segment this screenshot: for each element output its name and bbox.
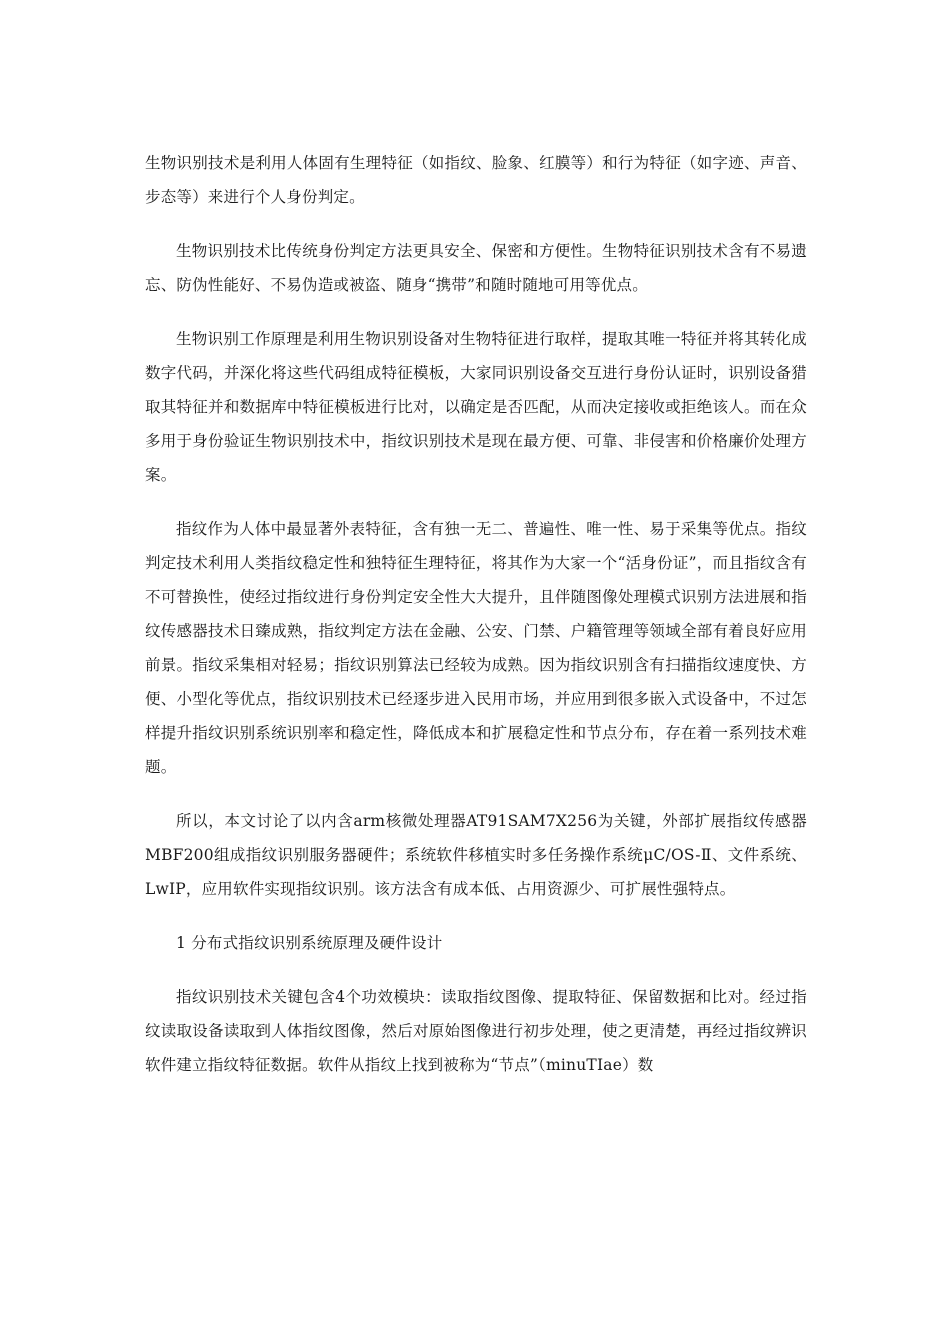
paragraph-principle: 生物识别工作原理是利用生物识别设备对生物特征进行取样，提取其唯一特征并将其转化成数字代码，并深化将这些代码组成特征模板，大家同识别设备交互进行身份认证时，识别设备猎取其特征并和数据库中特征模板进行比对，以确定是否匹配，从而决定接收或拒绝该人。而在众多用于身份验证生物识别技术中，指纹识别技术是现在最方便、可靠、非侵害和价格廉价处理方案。 (145, 330, 807, 484)
paragraph-intro: 生物识别技术是利用人体固有生理特征（如指纹、脸象、红膜等）和行为特征（如字迹、声音、步态等）来进行个人身份判定。 (145, 154, 807, 206)
paragraph-method: 所以，本文讨论了以内含arm核微处理器AT91SAM7X256为关键，外部扩展指纹传感器MBF200组成指纹识别服务器硬件；系统软件移植实时多任务操作系统μC/OS-Ⅱ、文件系统、LwIP，应用软件实现指纹识别。该方法含有成本低、占用资源少、可扩展性强特点。 (145, 812, 807, 898)
section-heading: 1 分布式指纹识别系统原理及硬件设计 (176, 934, 443, 952)
document-body (145, 146, 807, 1102)
paragraph-advantages: 生物识别技术比传统身份判定方法更具安全、保密和方便性。生物特征识别技术含有不易遗忘、防伪性能好、不易伪造或被盗、随身“携带”和随时随地可用等优点。 (145, 242, 807, 294)
paragraph-fingerprint: 指纹作为人体中最显著外表特征，含有独一无二、普遍性、唯一性、易于采集等优点。指纹判定技术利用人类指纹稳定性和独特征生理特征，将其作为大家一个“活身份证”，而且指纹含有不可替换性，使经过指纹进行身份判定安全性大大提升，且伴随图像处理模式识别方法进展和指纹传感器技术日臻成熟，指纹判定方法在金融、公安、门禁、户籍管理等领域全部有着良好应用前景。指纹采集相对轻易；指纹识别算法已经较为成熟。因为指纹识别含有扫描指纹速度快、方便、小型化等优点，指纹识别技术已经逐步进入民用市场，并应用到很多嵌入式设备中，不过怎样提升指纹识别系统识别率和稳定性，降低成本和扩展稳定性和节点分布，存在着一系列技术难题。 (145, 520, 807, 776)
paragraph-modules: 指纹识别技术关键包含4个功效模块：读取指纹图像、提取特征、保留数据和比对。经过指纹读取设备读取到人体指纹图像，然后对原始图像进行初步处理，使之更清楚，再经过指纹辨识软件建立指纹特征数据。软件从指纹上找到被称为“节点”（minuTIae）数 (145, 988, 807, 1074)
